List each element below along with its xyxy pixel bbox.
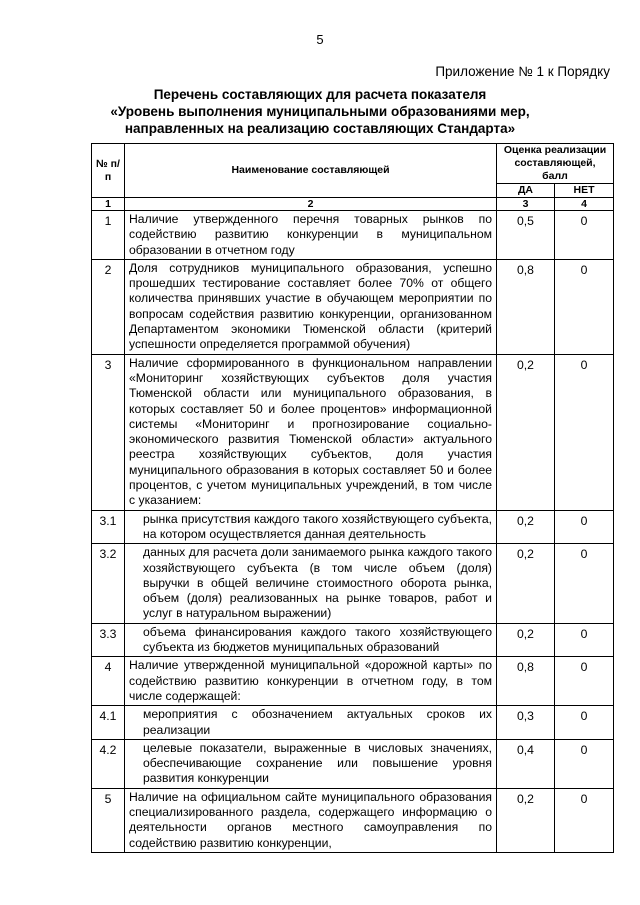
row-score-yes: 0,8 [497,657,555,706]
table-row [92,788,614,852]
table-row [92,657,614,706]
row-score-no: 0 [555,354,614,510]
column-number: 3 [497,198,555,211]
row-score-no: 0 [555,259,614,354]
column-number: 4 [555,198,614,211]
column-number: 1 [92,198,125,211]
row-score-no: 0 [555,623,614,657]
components-table [91,143,614,853]
header-num: № п/п [92,144,125,198]
row-score-no: 0 [555,544,614,623]
row-name: целевые показатели, выраженные в числовых значениях, обеспечивающие сохранение или повышение уровня развития конкуренции [125,739,497,788]
row-score-yes: 0,2 [497,788,555,852]
table-row [92,623,614,657]
table-row [92,510,614,544]
row-number: 3.3 [92,623,125,657]
row-score-yes: 0,2 [497,354,555,510]
table-row [92,544,614,623]
header-name: Наименование составляющей [125,144,497,198]
row-name: объема финансирования каждого такого хозяйствующего субъекта из бюджетов муниципальных образований [125,623,497,657]
appendix-reference: Приложение № 1 к Порядку [435,64,610,79]
row-score-yes: 0,2 [497,510,555,544]
row-score-no: 0 [555,657,614,706]
page-number: 5 [316,32,324,47]
table-row [92,259,614,354]
title-line-2: «Уровень выполнения муниципальными образованиями мер, [110,104,530,119]
column-number: 2 [125,198,497,211]
row-score-yes: 0,8 [497,259,555,354]
row-name: Наличие на официальном сайте муниципального образования специализированного раздела, содержащего информацию о деятельности органов местного самоуправления по содействию развитию конкуренции, [125,788,497,852]
row-number: 3.1 [92,510,125,544]
row-score-yes: 0,3 [497,706,555,740]
row-number: 3 [92,354,125,510]
table-row [92,211,614,260]
row-score-no: 0 [555,788,614,852]
row-name: Наличие утвержденного перечня товарных рынков по содействию развитию конкуренции в муниципальном образовании в отчетном году [125,211,497,260]
row-name: Наличие утвержденной муниципальной «дорожной карты» по содействию развитию конкуренции в отчетном году, в том числе содержащей: [125,657,497,706]
row-number: 4.1 [92,706,125,740]
table-row [92,354,614,510]
row-score-yes: 0,5 [497,211,555,260]
row-number: 2 [92,259,125,354]
row-number: 5 [92,788,125,852]
column-number-row [92,198,614,211]
row-name: мероприятия с обозначением актуальных сроков их реализации [125,706,497,740]
row-score-no: 0 [555,706,614,740]
row-number: 3.2 [92,544,125,623]
table-row [92,706,614,740]
row-number: 4 [92,657,125,706]
row-score-yes: 0,4 [497,739,555,788]
header-yes: ДА [497,184,555,198]
header-score: Оценка реализации составляющей, балл [497,144,614,184]
title-line-1: Перечень составляющих для расчета показателя [153,87,487,102]
row-name: Доля сотрудников муниципального образования, успешно прошедших тестирование составляет более 70% от общего количества принявших участие в обучающем мероприятии по вопросам содействия развитию конкуренции, организованном Департаментом экономики Тюменской области (критерий успешности определяется программой обучения) [125,259,497,354]
row-score-yes: 0,2 [497,544,555,623]
title-line-3: направленных на реализацию составляющих Стандарта» [124,121,516,136]
table-body [92,211,614,853]
table-header-row [92,144,614,184]
document-title [80,86,560,137]
header-no: НЕТ [555,184,614,198]
row-score-yes: 0,2 [497,623,555,657]
row-number: 1 [92,211,125,260]
row-name: Наличие сформированного в функциональном направлении «Мониторинг хозяйствующих субъектов доля участия Тюменской области или муниципального образования, в которых составляет 50 и более процентов» информационной системы «Мониторинг и прогнозирование социально-экономического развития Тюменской области» актуального реестра хозяйствующих субъектов, доля участия муниципального образования в которых составляет 50 и более процентов, с учетом муниципальных учреждений, в том числе с указанием: [125,354,497,510]
row-name: рынка присутствия каждого такого хозяйствующего субъекта, на котором осуществляется данная деятельность [125,510,497,544]
row-number: 4.2 [92,739,125,788]
row-score-no: 0 [555,510,614,544]
row-score-no: 0 [555,211,614,260]
table-row [92,739,614,788]
row-score-no: 0 [555,739,614,788]
row-name: данных для расчета доли занимаемого рынка каждого такого хозяйствующего субъекта (в том числе объем (доля) выручки в общей величине стоимостного оборота рынка, объем (доля) реализованных на рынке товаров, работ и услуг в натуральном выражении) [125,544,497,623]
